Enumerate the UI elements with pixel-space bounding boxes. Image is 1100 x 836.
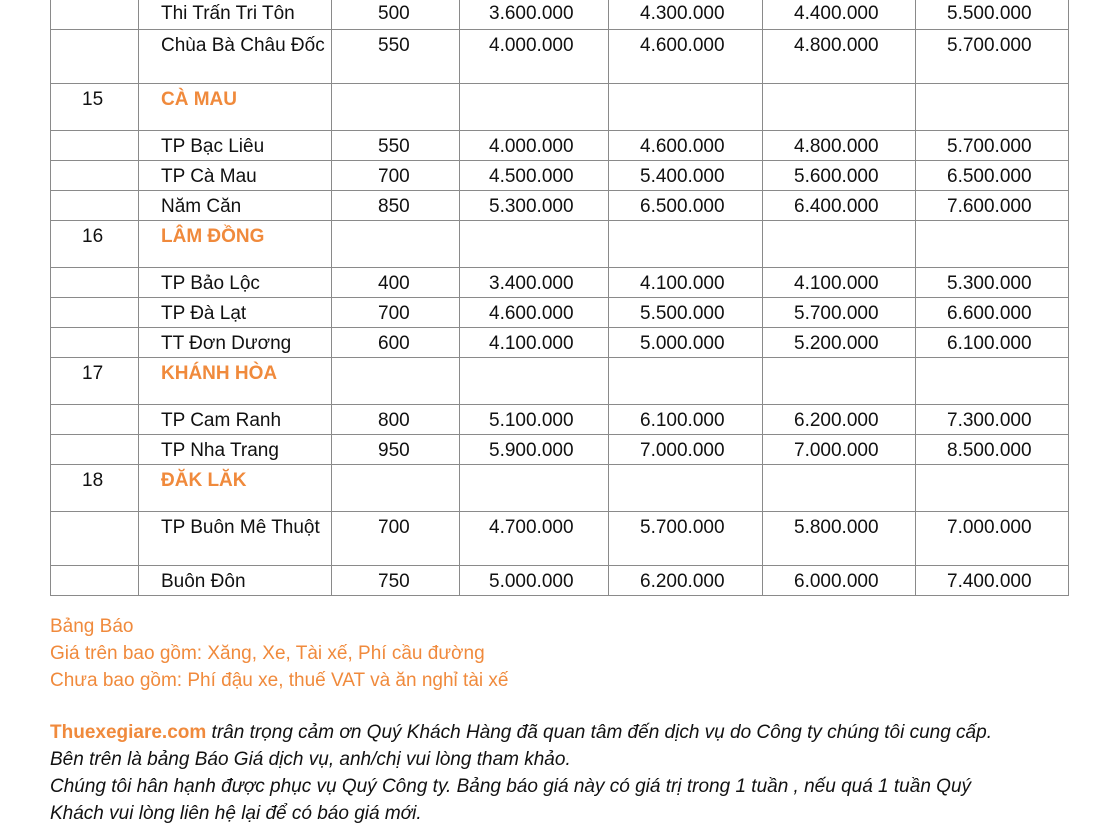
destination-cell: Chùa Bà Châu Đốc	[139, 29, 332, 83]
table-row	[51, 511, 1069, 565]
price-col-2-cell: 5.500.000	[609, 297, 763, 327]
row-number-cell	[51, 29, 139, 83]
price-col-4-cell: 5.500.000	[916, 0, 1069, 29]
price-col-2-cell: 5.400.000	[609, 160, 763, 190]
table-row	[51, 29, 1069, 83]
price-col-2-cell	[609, 83, 763, 130]
notes-title: Bảng Báo	[50, 616, 134, 637]
row-number-cell	[51, 511, 139, 565]
table-row	[51, 130, 1069, 160]
price-col-3-cell: 4.100.000	[763, 267, 916, 297]
row-number-cell	[51, 297, 139, 327]
price-col-4-cell: 6.100.000	[916, 327, 1069, 357]
province-row	[51, 357, 1069, 404]
closing-line-1	[50, 719, 1060, 746]
price-col-1-cell: 5.000.000	[460, 565, 609, 595]
price-col-3-cell: 4.800.000	[763, 29, 916, 83]
price-col-2-cell: 4.300.000	[609, 0, 763, 29]
price-col-3-cell: 4.800.000	[763, 130, 916, 160]
destination-cell: TT Đơn Dương	[139, 327, 332, 357]
table-row	[51, 0, 1069, 29]
distance-km-cell: 750	[332, 565, 460, 595]
price-col-2-cell: 5.000.000	[609, 327, 763, 357]
province-name: LÂM ĐỒNG	[161, 225, 265, 247]
table-row	[51, 267, 1069, 297]
distance-km-cell: 800	[332, 404, 460, 434]
distance-km-cell: 850	[332, 190, 460, 220]
price-table-body	[51, 0, 1069, 595]
table-row	[51, 327, 1069, 357]
row-number-cell	[51, 0, 139, 29]
closing-message	[50, 719, 1060, 827]
price-col-4-cell	[916, 220, 1069, 267]
price-col-1-cell: 4.100.000	[460, 327, 609, 357]
destination-cell: TP Bạc Liêu	[139, 130, 332, 160]
destination-cell: TP Nha Trang	[139, 434, 332, 464]
destination-cell: Thi Trấn Tri Tôn	[139, 0, 332, 29]
price-col-4-cell: 5.700.000	[916, 130, 1069, 160]
price-col-3-cell	[763, 357, 916, 404]
price-col-4-cell: 5.300.000	[916, 267, 1069, 297]
distance-km-cell: 950	[332, 434, 460, 464]
province-row	[51, 220, 1069, 267]
row-number-cell	[51, 565, 139, 595]
price-col-3-cell: 7.000.000	[763, 434, 916, 464]
price-col-1-cell: 4.000.000	[460, 29, 609, 83]
row-number-cell	[51, 404, 139, 434]
province-name-cell	[139, 83, 332, 130]
row-number-cell	[51, 190, 139, 220]
province-name: CÀ MAU	[161, 88, 237, 110]
row-number-cell: 18	[51, 464, 139, 511]
destination-cell: TP Cam Ranh	[139, 404, 332, 434]
price-col-3-cell	[763, 83, 916, 130]
price-col-2-cell: 4.600.000	[609, 29, 763, 83]
price-col-2-cell	[609, 220, 763, 267]
table-row	[51, 434, 1069, 464]
distance-km-cell: 550	[332, 130, 460, 160]
distance-km-cell: 600	[332, 327, 460, 357]
distance-km-cell	[332, 464, 460, 511]
price-notes	[50, 613, 508, 694]
row-number-cell: 16	[51, 220, 139, 267]
price-col-3-cell: 5.700.000	[763, 297, 916, 327]
price-col-2-cell: 6.200.000	[609, 565, 763, 595]
price-col-1-cell: 5.100.000	[460, 404, 609, 434]
price-col-1-cell: 3.600.000	[460, 0, 609, 29]
province-name-cell	[139, 464, 332, 511]
price-col-4-cell: 8.500.000	[916, 434, 1069, 464]
closing-line-2: Bên trên là bảng Báo Giá dịch vụ, anh/chị vui lòng tham khảo.	[50, 749, 571, 770]
distance-km-cell: 550	[332, 29, 460, 83]
notes-included: Giá trên bao gồm: Xăng, Xe, Tài xế, Phí cầu đường	[50, 643, 485, 664]
row-number-cell	[51, 160, 139, 190]
table-row	[51, 565, 1069, 595]
province-row	[51, 83, 1069, 130]
price-col-2-cell: 4.100.000	[609, 267, 763, 297]
price-col-3-cell: 5.200.000	[763, 327, 916, 357]
row-number-cell	[51, 130, 139, 160]
price-col-4-cell: 6.500.000	[916, 160, 1069, 190]
closing-line-4: Khách vui lòng liên hệ lại để có báo giá mới.	[50, 803, 422, 824]
distance-km-cell: 700	[332, 511, 460, 565]
price-col-1-cell: 5.300.000	[460, 190, 609, 220]
price-col-1-cell: 5.900.000	[460, 434, 609, 464]
row-number-cell	[51, 267, 139, 297]
price-col-2-cell	[609, 357, 763, 404]
price-col-4-cell: 7.600.000	[916, 190, 1069, 220]
destination-cell: TP Bảo Lộc	[139, 267, 332, 297]
brand-name: Thuexegiare.com	[50, 722, 207, 743]
row-number-cell	[51, 327, 139, 357]
price-col-3-cell	[763, 220, 916, 267]
destination-cell: TP Buôn Mê Thuột	[139, 511, 332, 565]
province-name-cell	[139, 220, 332, 267]
destination-cell: Buôn Đôn	[139, 565, 332, 595]
price-col-3-cell	[763, 464, 916, 511]
price-col-4-cell: 7.400.000	[916, 565, 1069, 595]
price-col-2-cell	[609, 464, 763, 511]
distance-km-cell: 400	[332, 267, 460, 297]
price-col-3-cell: 6.400.000	[763, 190, 916, 220]
province-name-cell	[139, 357, 332, 404]
table-row	[51, 190, 1069, 220]
table-row	[51, 297, 1069, 327]
price-col-1-cell	[460, 357, 609, 404]
table-row	[51, 404, 1069, 434]
price-col-2-cell: 4.600.000	[609, 130, 763, 160]
price-col-1-cell: 4.700.000	[460, 511, 609, 565]
price-col-2-cell: 7.000.000	[609, 434, 763, 464]
price-col-2-cell: 6.500.000	[609, 190, 763, 220]
price-col-1-cell	[460, 83, 609, 130]
price-col-3-cell: 6.000.000	[763, 565, 916, 595]
price-col-2-cell: 5.700.000	[609, 511, 763, 565]
price-col-3-cell: 5.600.000	[763, 160, 916, 190]
price-col-2-cell: 6.100.000	[609, 404, 763, 434]
price-col-1-cell	[460, 220, 609, 267]
notes-excluded: Chưa bao gồm: Phí đậu xe, thuế VAT và ăn nghỉ tài xế	[50, 670, 509, 691]
price-col-1-cell: 4.500.000	[460, 160, 609, 190]
price-col-4-cell: 7.300.000	[916, 404, 1069, 434]
price-col-1-cell: 4.000.000	[460, 130, 609, 160]
price-col-4-cell	[916, 83, 1069, 130]
distance-km-cell	[332, 357, 460, 404]
distance-km-cell: 700	[332, 297, 460, 327]
price-col-4-cell	[916, 357, 1069, 404]
distance-km-cell: 500	[332, 0, 460, 29]
distance-km-cell: 700	[332, 160, 460, 190]
price-table	[50, 0, 1069, 596]
price-col-1-cell: 3.400.000	[460, 267, 609, 297]
destination-cell: Năm Căn	[139, 190, 332, 220]
destination-cell: TP Đà Lạt	[139, 297, 332, 327]
province-name: KHÁNH HÒA	[161, 362, 278, 384]
price-col-4-cell: 6.600.000	[916, 297, 1069, 327]
price-col-4-cell	[916, 464, 1069, 511]
price-col-3-cell: 5.800.000	[763, 511, 916, 565]
destination-cell: TP Cà Mau	[139, 160, 332, 190]
price-col-1-cell	[460, 464, 609, 511]
province-row	[51, 464, 1069, 511]
closing-line-3: Chúng tôi hân hạnh được phục vụ Quý Công ty. Bảng báo giá này có giá trị trong 1 tuần , nếu quá 1 tuần Quý	[50, 776, 972, 797]
distance-km-cell	[332, 83, 460, 130]
table-row	[51, 160, 1069, 190]
row-number-cell	[51, 434, 139, 464]
price-col-4-cell: 5.700.000	[916, 29, 1069, 83]
closing-line-1-text: trân trọng cảm ơn Quý Khách Hàng đã quan tâm đến dịch vụ do Công ty chúng tôi cung cấp.	[206, 722, 992, 743]
price-col-3-cell: 6.200.000	[763, 404, 916, 434]
row-number-cell: 15	[51, 83, 139, 130]
distance-km-cell	[332, 220, 460, 267]
price-col-3-cell: 4.400.000	[763, 0, 916, 29]
price-col-1-cell: 4.600.000	[460, 297, 609, 327]
row-number-cell: 17	[51, 357, 139, 404]
price-col-4-cell: 7.000.000	[916, 511, 1069, 565]
province-name: ĐĂK LĂK	[161, 469, 247, 491]
